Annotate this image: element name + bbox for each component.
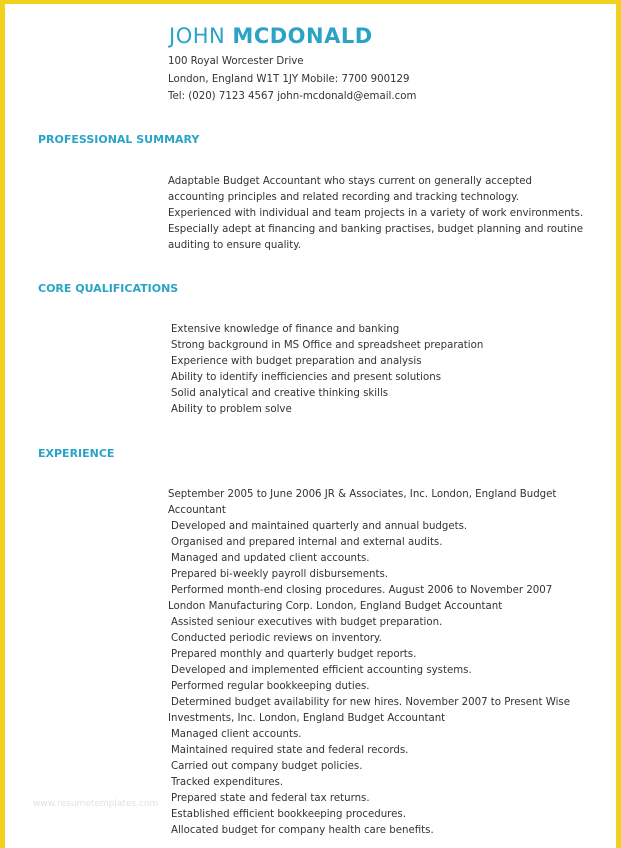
- experience-line: Developed and implemented efficient accounting systems.: [171, 665, 472, 676]
- experience-line: Prepared bi-weekly payroll disbursements.: [171, 569, 388, 580]
- experience-line: Allocated budget for company health care benefits.: [171, 825, 434, 836]
- experience-line: Managed client accounts.: [171, 729, 302, 740]
- experience-line: London Manufacturing Corp. London, England Budget Accountant: [168, 601, 503, 612]
- list-item: Experience with budget preparation and analysis: [171, 356, 422, 367]
- section-heading-experience: EXPERIENCE: [38, 447, 115, 460]
- summary-line: Especially adept at financing and banking practises, budget planning and routine: [168, 224, 583, 235]
- experience-line: September 2005 to June 2006 JR & Associates, Inc. London, England Budget: [168, 489, 557, 500]
- experience-line: Prepared monthly and quarterly budget reports.: [171, 649, 417, 660]
- experience-line: Prepared state and federal tax returns.: [171, 793, 370, 804]
- summary-line: accounting principles and related recording and tracking technology.: [168, 192, 519, 203]
- experience-line: Carried out company budget policies.: [171, 761, 363, 772]
- list-item: Ability to identify inefficiencies and present solutions: [171, 372, 441, 383]
- experience-list: [168, 487, 588, 839]
- experience-line: Developed and maintained quarterly and annual budgets.: [171, 521, 468, 532]
- first-name: JOHN: [169, 24, 226, 48]
- list-item: Ability to problem solve: [171, 404, 292, 415]
- contact-line: Tel: (020) 7123 4567 john-mcdonald@email.com: [168, 91, 417, 102]
- summary-line: auditing to ensure quality.: [168, 240, 302, 251]
- list-item: Extensive knowledge of finance and banking: [171, 324, 400, 335]
- list-item: Solid analytical and creative thinking skills: [171, 388, 389, 399]
- experience-line: Determined budget availability for new hires. November 2007 to Present Wise: [171, 697, 570, 708]
- experience-line: Maintained required state and federal records.: [171, 745, 409, 756]
- list-item: Strong background in MS Office and spreadsheet preparation: [171, 340, 484, 351]
- experience-line: Organised and prepared internal and external audits.: [171, 537, 443, 548]
- experience-line: Established efficient bookkeeping procedures.: [171, 809, 406, 820]
- section-heading-summary: PROFESSIONAL SUMMARY: [38, 133, 200, 146]
- resume-page: [5, 4, 616, 848]
- experience-line: Managed and updated client accounts.: [171, 553, 370, 564]
- section-heading-qualifications: CORE QUALIFICATIONS: [38, 282, 179, 295]
- contact-info: [168, 53, 416, 106]
- candidate-name: [169, 24, 373, 48]
- summary-line: Adaptable Budget Accountant who stays current on generally accepted: [168, 176, 532, 187]
- contact-line: London, England W1T 1JY Mobile: 7700 900129: [168, 73, 410, 85]
- experience-line: Tracked expenditures.: [171, 777, 284, 788]
- experience-line: Investments, Inc. London, England Budget Accountant: [168, 713, 446, 724]
- watermark: www.resumetemplates.com: [33, 799, 159, 809]
- qualifications-list: [168, 322, 588, 418]
- experience-line: Accountant: [168, 505, 226, 516]
- experience-line: Conducted periodic reviews on inventory.: [171, 633, 382, 644]
- contact-line: 100 Royal Worcester Drive: [168, 56, 304, 67]
- summary-line: Experienced with individual and team projects in a variety of work environments.: [168, 208, 584, 219]
- experience-line: Performed regular bookkeeping duties.: [171, 681, 370, 692]
- last-name: MCDONALD: [232, 24, 373, 48]
- experience-line: Assisted seniour executives with budget preparation.: [171, 617, 443, 628]
- experience-line: Performed month-end closing procedures. August 2006 to November 2007: [171, 585, 553, 596]
- summary-text: [168, 174, 588, 254]
